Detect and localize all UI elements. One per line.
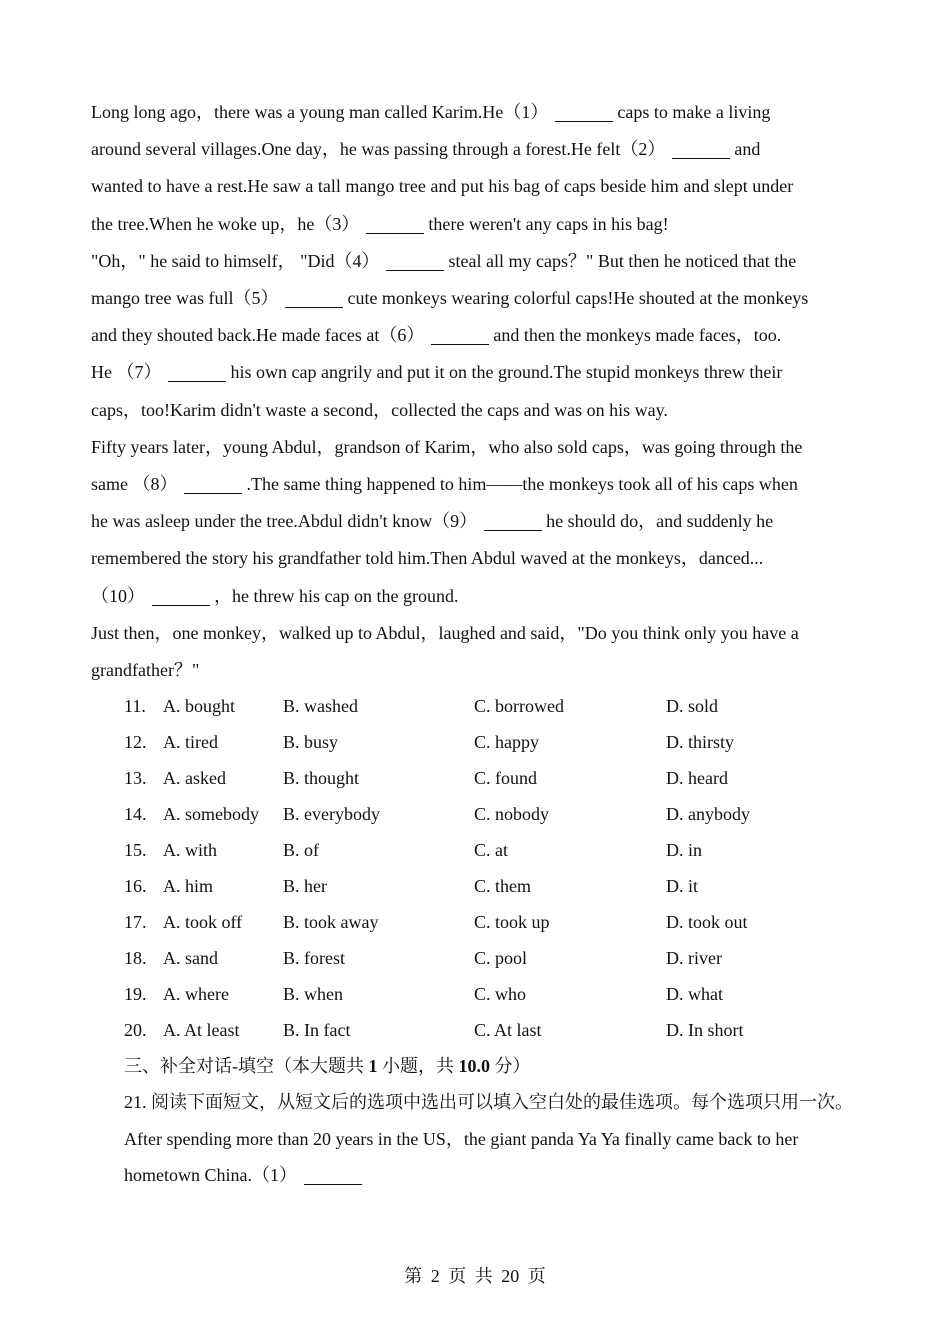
answer-blank (555, 103, 613, 122)
passage-line: and they shouted back.He made faces at（6） and then the monkeys made faces，too. (91, 325, 782, 346)
passage-line: （10） ，he threw his cap on the ground. (91, 585, 459, 606)
option-b[interactable]: B. took away (283, 912, 379, 932)
option-row: 12. A. tired B. busy C. happy D. thirsty (124, 724, 864, 760)
passage-line: He （7） his own cap angrily and put it on the ground.The stupid monkeys threw their (91, 362, 783, 383)
option-c[interactable]: C. found (474, 768, 537, 788)
option-d[interactable]: D. In short (666, 1020, 744, 1040)
option-c[interactable]: C. took up (474, 912, 550, 932)
option-row: 16. A. him B. her C. them D. it (124, 868, 864, 904)
option-c[interactable]: C. happy (474, 732, 539, 752)
option-a[interactable]: A. tired (163, 732, 218, 752)
option-c[interactable]: C. borrowed (474, 696, 564, 716)
answer-blank (285, 289, 343, 308)
option-d[interactable]: D. heard (666, 768, 728, 788)
option-row: 19. A. where B. when C. who D. what (124, 976, 864, 1012)
passage-line: around several villages.One day，he was passing through a forest.He felt（2） and (91, 139, 761, 160)
answer-blank (168, 363, 226, 382)
option-row: 14. A. somebody B. everybody C. nobody D. anybody (124, 796, 864, 832)
passage-line: "Oh，" he said to himself， "Did（4） steal all my caps？" But then he noticed that the (91, 250, 797, 271)
passage-line: the tree.When he woke up，he（3） there weren't any caps in his bag! (91, 213, 669, 234)
option-c[interactable]: C. pool (474, 948, 528, 968)
answer-blank (152, 587, 210, 606)
question-text-line: After spending more than 20 years in the US，the giant panda Ya Ya finally came back to her (124, 1128, 799, 1149)
option-a[interactable]: A. took off (163, 912, 243, 932)
passage-line: same （8） .The same thing happened to him——the monkeys took all of his caps when (91, 474, 798, 495)
cloze-passage (91, 94, 861, 689)
question-intro: 21. 阅读下面短文，从短文后的选项中选出可以填入空白处的最佳选项。每个选项只用一次。 (124, 1092, 853, 1112)
option-row: 13. A. asked B. thought C. found D. heard (124, 760, 864, 796)
passage-line: grandfather？" (91, 660, 200, 681)
question-21 (124, 1084, 860, 1194)
answer-blank (386, 252, 444, 271)
option-row: 18. A. sand B. forest C. pool D. river (124, 940, 864, 976)
answer-options (124, 688, 864, 1048)
passage-line: remembered the story his grandfather told him.Then Abdul waved at the monkeys，danced... (91, 548, 764, 569)
question-text-line: hometown China.（1） (124, 1157, 860, 1194)
option-b[interactable]: B. busy (283, 732, 339, 752)
section-heading: 三、补全对话-填空（本大题共 1 小题，共 10.0 分） (124, 1056, 531, 1076)
option-c[interactable]: C. nobody (474, 804, 550, 824)
option-a[interactable]: A. sand (163, 948, 218, 968)
option-b[interactable]: B. when (283, 984, 343, 1004)
option-row: 11. A. bought B. washed C. borrowed D. sold (124, 688, 864, 724)
option-b[interactable]: B. In fact (283, 1020, 351, 1040)
option-d[interactable]: D. in (666, 840, 702, 860)
option-c[interactable]: C. who (474, 984, 527, 1004)
answer-blank (484, 512, 542, 531)
option-a[interactable]: A. him (163, 876, 214, 896)
option-a[interactable]: A. asked (163, 768, 226, 788)
passage-line: mango tree was full（5） cute monkeys wearing colorful caps!He shouted at the monkeys (91, 288, 809, 309)
passage-line: caps，too!Karim didn't waste a second，collected the caps and was on his way. (91, 399, 668, 420)
answer-blank (431, 326, 489, 345)
option-b[interactable]: B. of (283, 840, 319, 860)
option-b[interactable]: B. washed (283, 696, 358, 716)
option-row: 17. A. took off B. took away C. took up D. took out (124, 904, 864, 940)
option-a[interactable]: A. where (163, 984, 229, 1004)
option-c[interactable]: C. at (474, 840, 508, 860)
passage-line: he was asleep under the tree.Abdul didn't know（9） he should do，and suddenly he (91, 511, 774, 532)
answer-blank (304, 1166, 362, 1185)
option-row: 20. A. At least B. In fact C. At last D. In short (124, 1012, 864, 1048)
option-a[interactable]: A. somebody (163, 804, 259, 824)
option-d[interactable]: D. sold (666, 696, 719, 716)
answer-blank (366, 215, 424, 234)
answer-blank (184, 475, 242, 494)
option-d[interactable]: D. what (666, 984, 723, 1004)
option-d[interactable]: D. took out (666, 912, 748, 932)
option-b[interactable]: B. everybody (283, 804, 380, 824)
option-d[interactable]: D. thirsty (666, 732, 735, 752)
page-footer: 第 2 页 共 20 页 (404, 1266, 546, 1286)
option-a[interactable]: A. bought (163, 696, 235, 716)
option-b[interactable]: B. forest (283, 948, 345, 968)
option-c[interactable]: C. At last (474, 1020, 542, 1040)
option-a[interactable]: A. At least (163, 1020, 240, 1040)
option-b[interactable]: B. her (283, 876, 327, 896)
passage-line: Just then，one monkey，walked up to Abdul，laughed and said，"Do you think only you have a (91, 622, 799, 643)
option-a[interactable]: A. with (163, 840, 217, 860)
option-row: 15. A. with B. of C. at D. in (124, 832, 864, 868)
answer-blank (672, 140, 730, 159)
passage-line: wanted to have a rest.He saw a tall mango tree and put his bag of caps beside him and slept under (91, 176, 794, 197)
option-b[interactable]: B. thought (283, 768, 360, 788)
passage-line: Long long ago，there was a young man called Karim.He（1） caps to make a living (91, 102, 771, 122)
option-d[interactable]: D. it (666, 876, 699, 896)
option-c[interactable]: C. them (474, 876, 531, 896)
passage-line: Fifty years later，young Abdul，grandson of Karim，who also sold caps，was going through the (91, 436, 803, 457)
option-d[interactable]: D. anybody (666, 804, 750, 824)
option-d[interactable]: D. river (666, 948, 722, 968)
